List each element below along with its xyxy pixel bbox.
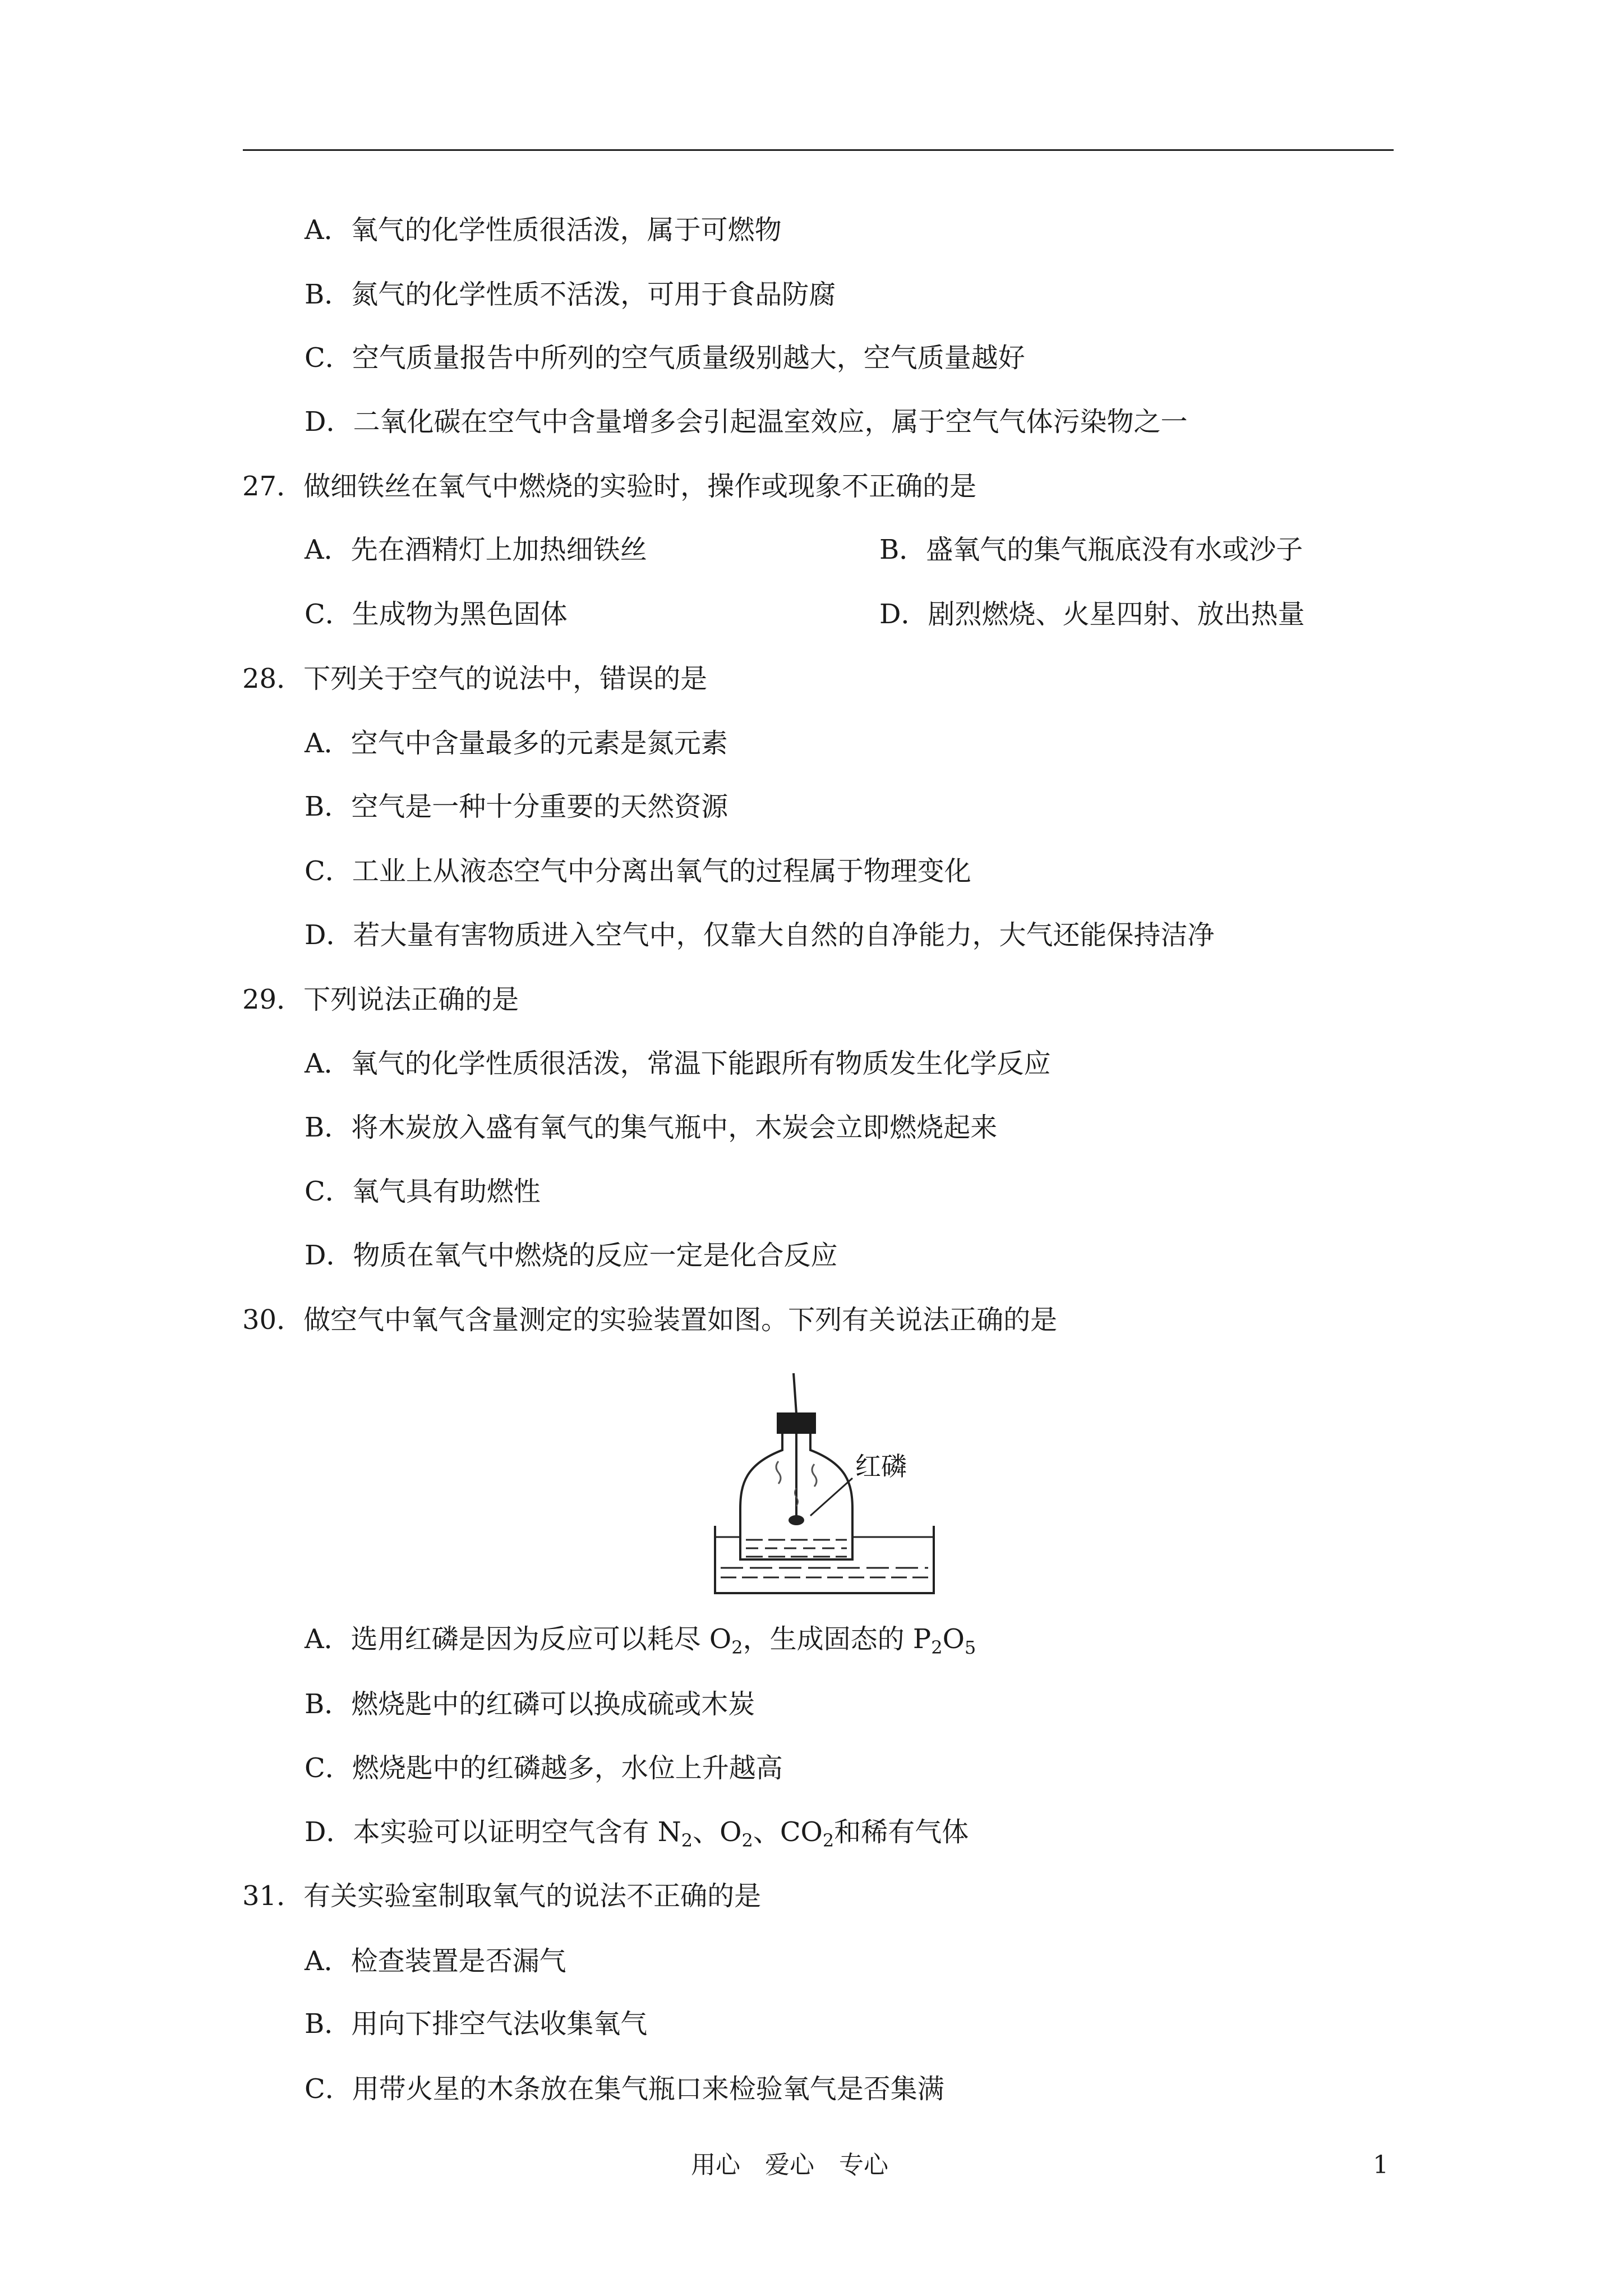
footer-motto: 用心 爱心 专心 <box>691 2151 888 2179</box>
page-number: 1 <box>1373 2151 1389 2179</box>
q26-option-b: B．氮气的化学性质不活泼，可用于食品防腐 <box>305 279 836 310</box>
apparatus-figure <box>712 1369 937 1599</box>
q26-option-a: A．氧气的化学性质很活泼，属于可燃物 <box>305 214 782 246</box>
q28-option-a: A．空气中含量最多的元素是氮元素 <box>305 728 728 759</box>
q30-option-a: A．选用红磷是因为反应可以耗尽 $O_2$，生成固态的 $P_2O_5$ <box>305 1623 976 1658</box>
q29-option-c: C．氧气具有助燃性 <box>305 1176 541 1207</box>
q27-option-c: C．生成物为黑色固体 <box>305 599 568 630</box>
q26-option-c: C．空气质量报告中所列的空气质量级别越大，空气质量越好 <box>305 342 1025 374</box>
q27-option-b: B．盛氧气的集气瓶底没有水或沙子 <box>879 534 1303 565</box>
q30-option-d: D．本实验可以证明空气含有 $N_2$、$O_2$、$CO_2$和稀有气体 <box>305 1816 969 1851</box>
q29-stem: 29．下列说法正确的是 <box>242 984 519 1015</box>
q31-stem: 31．有关实验室制取氧气的说法不正确的是 <box>242 1880 762 1912</box>
q31-option-b: B．用向下排空气法收集氧气 <box>305 2008 648 2040</box>
q27-option-d: D．剧烈燃烧、火星四射、放出热量 <box>879 599 1305 630</box>
q29-option-d: D．物质在氧气中燃烧的反应一定是化合反应 <box>305 1240 838 1271</box>
q28-option-d: D．若大量有害物质进入空气中，仅靠大自然的自净能力，大气还能保持洁净 <box>305 919 1215 951</box>
q28-option-b: B．空气是一种十分重要的天然资源 <box>305 791 728 822</box>
q31-option-c: C．用带火星的木条放在集气瓶口来检验氧气是否集满 <box>305 2073 944 2105</box>
q26-option-d: D．二氧化碳在空气中含量增多会引起温室效应，属于空气气体污染物之一 <box>305 406 1188 438</box>
q30-option-c: C．燃烧匙中的红磷越多，水位上升越高 <box>305 1752 783 1784</box>
red-phosphorus-label: 红磷 <box>855 1451 907 1481</box>
q29-option-b: B．将木炭放入盛有氧气的集气瓶中，木炭会立即燃烧起来 <box>305 1112 998 1143</box>
q27-option-a: A．先在酒精灯上加热细铁丝 <box>305 534 647 565</box>
q30-option-b: B．燃烧匙中的红磷可以换成硫或木炭 <box>305 1688 755 1720</box>
q28-option-c: C．工业上从液态空气中分离出氧气的过程属于物理变化 <box>305 855 971 887</box>
q31-option-a: A．检查装置是否漏气 <box>305 1945 566 1977</box>
q27-stem: 27．做细铁丝在氧气中燃烧的实验时，操作或现象不正确的是 <box>242 471 977 502</box>
header-rule <box>243 149 1394 151</box>
q30-stem: 30．做空气中氧气含量测定的实验装置如图。下列有关说法正确的是 <box>242 1304 1058 1336</box>
q28-stem: 28．下列关于空气的说法中，错误的是 <box>242 663 708 694</box>
apparatus-diagram <box>712 1369 937 1599</box>
q29-option-a: A．氧气的化学性质很活泼，常温下能跟所有物质发生化学反应 <box>305 1048 1051 1079</box>
